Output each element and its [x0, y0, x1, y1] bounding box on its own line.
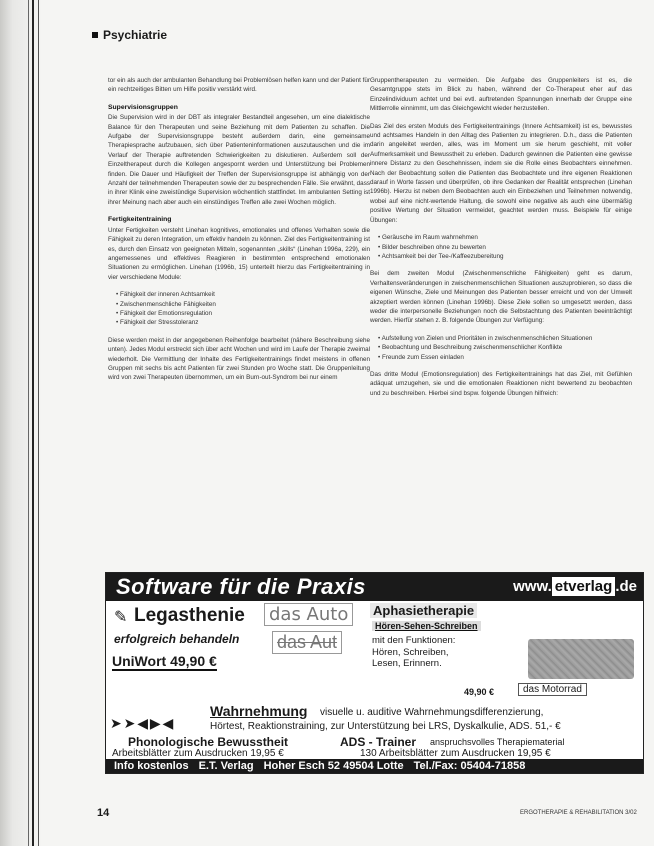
- legasthenie-title: Legasthenie: [134, 605, 245, 626]
- paragraph: Diese werden meist in der angegebenen Reihenfolge bearbeitet (nähere Beschreibung siehe unten). Jedes Modul erstreckt sich über acht Wochen und wird im Laufe der Therapie zweimal wiederholt. Die Vermittlung der Inhalte des Fertigkeitentrainings findet meistens in offenen Gruppen mit sechs bis acht Patienten für zwei Stunden pro Woche statt. Die Gruppenleitung wird von zwei Therapeuten übernommen, um ein Burn-out-Syndrom bei nur einem: [108, 336, 370, 382]
- list-item: • Geräusche im Raum wahrnehmen: [378, 233, 632, 242]
- motorcycle-label: das Motorrad: [518, 683, 587, 696]
- ad-url[interactable]: [513, 578, 637, 595]
- ad-slogan: Software für die Praxis: [116, 574, 366, 599]
- wahrnehmung-title: Wahrnehmung: [210, 703, 308, 719]
- aphasie-title: Aphasietherapie: [370, 603, 477, 618]
- heading: Fertigkeitentraining: [108, 216, 172, 224]
- example-list: [370, 334, 632, 362]
- list-item: • Aufstellung von Zielen und Prioritäten in zwischenmenschlichen Situationen: [378, 334, 632, 343]
- list-item: • Achtsamkeit bei der Tee-/Kaffeezubereitung: [378, 252, 632, 261]
- aphasie-block: [368, 603, 640, 719]
- section-header: [92, 28, 167, 42]
- paragraph: Gruppentherapeuten zu vermeiden. Die Aufgabe des Gruppenleiters ist es, die Gesamtgruppe stets im Blick zu haben, während der Co-Therapeut eher auf das Einzelindividuum achtet und bei evtl. auftretenden Spannungen innerhalb der Gruppe eine Mittlerrolle einnimmt, um das Gleichgewicht wieder herzustellen.: [370, 77, 632, 113]
- pen-icon: ✎: [114, 609, 128, 626]
- footer-address: Hoher Esch 52 49504 Lotte: [263, 760, 404, 772]
- url-suffix: .de: [615, 578, 637, 595]
- list-item: • Beobachtung und Beschreibung zwischenmenschlicher Konflikte: [378, 343, 632, 352]
- list-item: • Zwischenmenschliche Fähigkeiten: [116, 300, 370, 309]
- paragraph: Unter Fertigkeiten versteht Linehan kognitives, emotionales und offenes Verhalten sowie die Fähigkeit zu deren Integration, um effektiv handeln zu können. Ziel des Fertigkeitentraining ist es, durch den Einsatz von geeigneten Mitteln, sogenannten „skills“ (Linehan 1996a, 229), ein angemessenes und effektives Reagieren in bestimmten entsprechend emotionalen Situationen zu ermöglichen. Linehan (1996b, 15) unterteilt hierzu das Fertigkeitentraining in vier verschiedene Module:: [108, 226, 370, 281]
- word-card-auto-incomplete: das Aut: [272, 631, 342, 654]
- left-column: [108, 76, 370, 391]
- wahrnehmung-description: Hörtest, Reaktionstraining, zur Unterstützung bei LRS, Dyskalkulie, ADS. 51,- €: [210, 721, 561, 732]
- motorcycle-image: [528, 639, 634, 679]
- section-title: Psychiatrie: [103, 28, 168, 42]
- footer-info: Info kostenlos: [114, 760, 189, 772]
- aphasie-subtitle: Hören-Sehen-Schreiben: [372, 621, 481, 631]
- aphasie-text: [372, 635, 542, 670]
- page-binding: [0, 0, 42, 846]
- advertisement: [105, 572, 644, 774]
- paragraph: Das dritte Modul (Emotionsregulation) des Fertigkeitentrainings hat das Ziel, mit Gefühlen adäquat umzugehen, sie und die emotionalen Reaktionen nicht bewertend zu beobachten und zu beschreiben. Hierbei sind bspw. folgende Übungen hilfreich:: [370, 370, 632, 397]
- aphasie-line: Hören, Schreiben,: [372, 646, 449, 658]
- list-item: • Fähigkeit der Stresstoleranz: [116, 318, 370, 327]
- ads-title: ADS - Trainer: [340, 735, 417, 749]
- uniwort-price: UniWort 49,90 €: [112, 653, 217, 669]
- aphasie-line: Lesen, Erinnern.: [372, 658, 442, 669]
- phonologie-subtitle: Arbeitsblätter zum Ausdrucken 19,95 €: [112, 748, 284, 759]
- footer-verlag: E.T. Verlag: [198, 760, 254, 772]
- paragraph: Die Supervision wird in der DBT als integraler Bestandteil angesehen, um eine dialektische Balance für den Therapeuten und seine Beziehung mit dem Patienten zu schaffen. Die Aufgabe der Supervisionsgruppe besteht außerdem darin, eine gemeinsame Therapiesprache aufzubauen, sich über Patienteninformationen auszutauschen und die im Verlauf der Therapie auftretenden Schwierigkeiten zu diskutieren. Außerdem soll der Einzeltherapeut durch die Kollegen angespornt werden und Unterstützung bei Problemen finden. Die Dauer und Häufigkeit der Treffen der Supervisionsgruppe ist abhängig von der Anzahl der teilnehmenden Therapeuten sowie der zu besprechenden Fälle. Sie erwähnt, dass in ihrer Klinik eine zweistündige Supervision wöchentlich stattfindet. Im ambulanten Setting ist ihrer Meinung nach aber auch ein einstündiges Treffen alle zwei Wochen möglich.: [108, 114, 370, 206]
- phonologie-block: [110, 736, 640, 758]
- arrows-icon: ➤ ➤ ◀ ▶ ◀: [110, 715, 173, 731]
- ad-banner: [106, 573, 643, 601]
- square-icon: [92, 32, 98, 38]
- aphasie-line: mit den Funktionen:: [372, 635, 456, 646]
- legasthenie-block: [110, 603, 368, 719]
- wahrnehmung-subtitle: visuelle u. auditive Wahrnehmungsdifferenzierung,: [320, 707, 544, 718]
- example-list: [370, 233, 632, 261]
- paragraph: tor ein als auch der ambulanten Behandlung bei Problemlösen helfen kann und der Patient für ein rechtzeitiges Bitten um Hilfe positiv verstärkt wird.: [108, 77, 370, 94]
- list-item: • Bilder beschreiben ohne zu bewerten: [378, 243, 632, 252]
- phonologie-title: Phonologische Bewusstheit: [128, 735, 289, 749]
- list-item: • Freunde zum Essen einladen: [378, 353, 632, 362]
- journal-footer: ERGOTHERAPIE & REHABILITATION 3/02: [520, 810, 637, 816]
- ads-subtitle: 130 Arbeitsblätter zum Ausdrucken 19,95 €: [360, 748, 551, 759]
- url-prefix: www.: [513, 578, 552, 595]
- url-main: etverlag: [552, 577, 616, 596]
- footer-tel: Tel./Fax: 05404-71858: [413, 760, 526, 772]
- list-item: • Fähigkeit der Emotionsregulation: [116, 309, 370, 318]
- legasthenie-subtitle: erfolgreich behandeln: [114, 632, 240, 646]
- page-number: 14: [97, 807, 110, 819]
- wahrnehmung-block: [110, 703, 640, 735]
- heading: Supervisionsgruppen: [108, 103, 178, 111]
- right-column: [370, 76, 632, 406]
- word-card-auto: das Auto: [264, 603, 353, 626]
- module-list: [108, 290, 370, 328]
- ad-footer: [106, 759, 643, 773]
- list-item: • Fähigkeit der inneren Achtsamkeit: [116, 290, 370, 299]
- paragraph: Das Ziel des ersten Moduls des Fertigkeitentrainings (Innere Achtsamkeit) ist es, bewusstes und achtsames Handeln in den Alltag des Patienten zu integrieren. D.h., dass die Patienten darin angeleitet werden, alles, was im Moment um sie herum geschieht, mit voller Aufmerksamkeit und Bewusstheit zu erleben. Dadurch gewinnen die Patienten eine gewisse innere Distanz zu den Geschehnissen, indem sie die Rolle eines Beobachters einnehmen. Nach der Beobachtung sollen die Patienten das Beobachtete und ihre eigenen Reaktionen darauf in Worte fassen und überprüfen, ob ihre Gedanken der Realität entsprechen (Linehan 1996b). Hierzu ist neben dem Beobachten auch ein Einbeziehen und Teilnehmen notwendig, wobei auf eine nicht-wertende Haltung, die sowohl eine negative als auch eine übermäßig positive Wertung der Situation vermeidet, geachtet werden muss. Beispiele für einige Übungen:: [370, 122, 632, 224]
- paragraph: Bei dem zweiten Modul (Zwischenmenschliche Fähigkeiten) geht es darum, Verhaltensveränderungen in zwischenmenschlichen Situationen auszuprobieren, so dass die eigenen Wünsche, Ziele und Meinungen des Patienten besser erreicht und von der Umwelt akzeptiert werden können (Linehan 1996b). Diese Ziele sollen so umgesetzt werden, dass weder die interpersonelle Beziehungen noch die Selbstachtung des Patienten beeinträchtigt werden. Hierfür stehen z. B. folgende Übungen zur Verfügung:: [370, 270, 632, 325]
- aphasie-price: 49,90 €: [464, 687, 495, 697]
- ads-description: anspruchsvolles Therapiematerial: [430, 737, 565, 747]
